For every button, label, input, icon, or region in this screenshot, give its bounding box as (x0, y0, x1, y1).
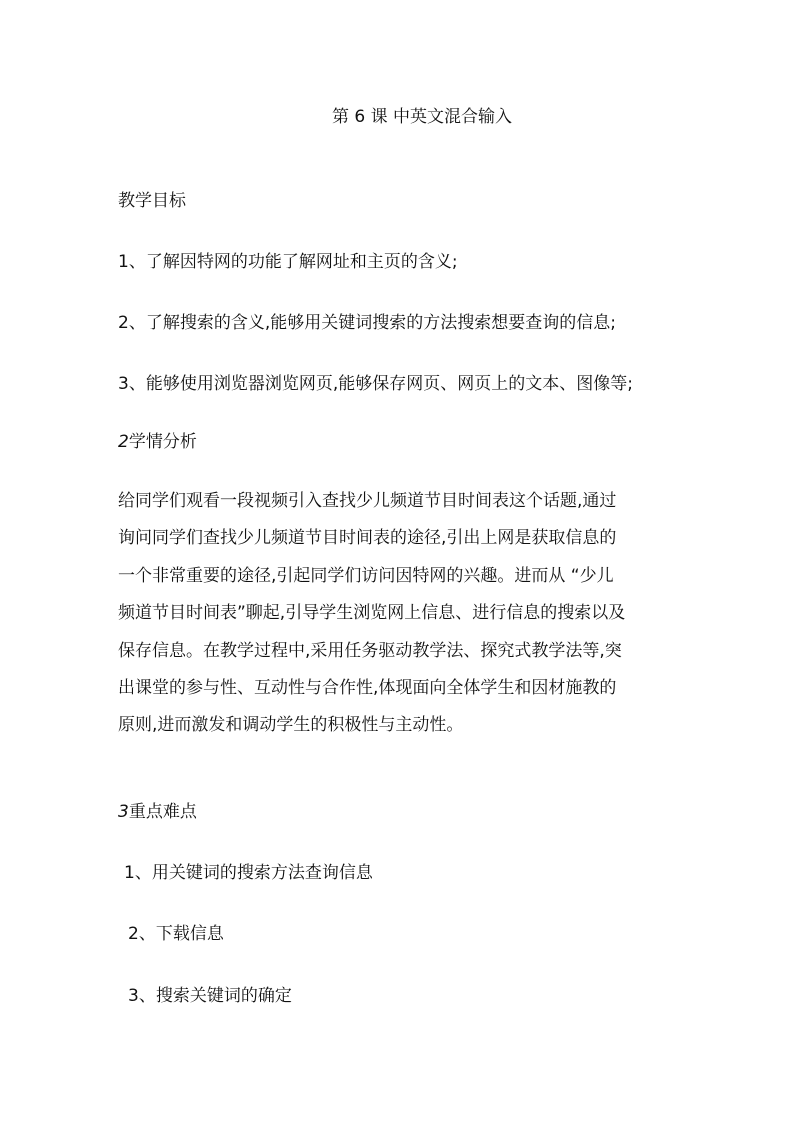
goal-item-2: 2、了解搜索的含义,能够用关键词搜索的方法搜索想要查询的信息; (118, 313, 616, 333)
section-number-3: 3 (118, 802, 129, 822)
paragraph-line: 原则,进而激发和调动学生的积极性与主动性。 (118, 715, 464, 736)
paragraph-line: 出课堂的参与性、互动性与合作性,体现面向全体学生和因材施教的 (118, 678, 617, 699)
difficulty-item-2: 2、下载信息 (128, 924, 224, 944)
section-heading-text: 学情分析 (128, 432, 197, 452)
paragraph-line: 一个非常重要的途径,引起同学们访问因特网的兴趣。进而从 “少儿 (118, 565, 614, 586)
student-analysis-paragraph (118, 483, 678, 745)
section-heading-teaching-goals: 教学目标 (118, 191, 186, 211)
section-heading-student-analysis (118, 429, 197, 455)
section-number-2: 2 (118, 432, 129, 452)
paragraph-line: 给同学们观看一段视频引入查找少儿频道节目时间表这个话题,通过 (118, 491, 617, 511)
difficulty-item-1: 1、用关键词的搜索方法查询信息 (124, 863, 373, 883)
paragraph-line: 保存信息。在教学过程中,采用任务驱动教学法、探究式教学法等,突 (118, 640, 622, 661)
section-heading-text: 重点难点 (128, 802, 197, 822)
paragraph-line: 频道节目时间表”聊起,引导学生浏览网上信息、进行信息的搜索以及 (118, 603, 626, 624)
goal-item-3: 3、能够使用浏览器浏览网页,能够保存网页、网页上的文本、图像等; (118, 374, 633, 394)
lesson-title: 第 6 课 中英文混合输入 (331, 107, 513, 127)
goal-item-1: 1、了解因特网的功能了解网址和主页的含义; (118, 252, 458, 272)
difficulty-item-3: 3、搜索关键词的确定 (128, 986, 292, 1006)
paragraph-line: 询问同学们查找少儿频道节目时间表的途径,引出上网是获取信息的 (118, 528, 617, 549)
section-heading-key-difficulties (118, 799, 197, 825)
